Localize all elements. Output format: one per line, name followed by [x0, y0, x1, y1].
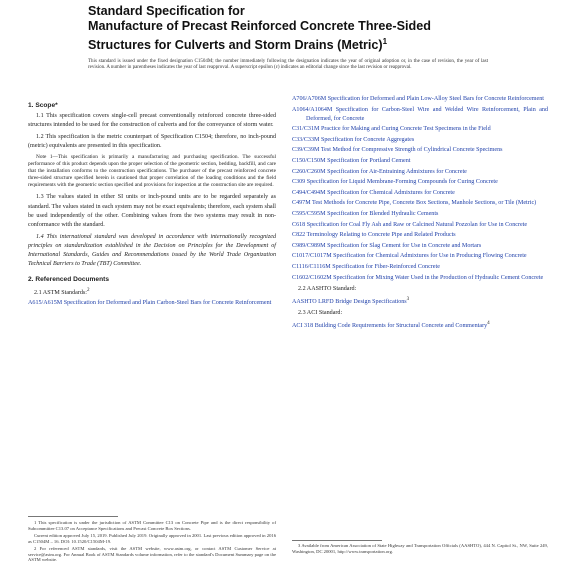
reference-code[interactable]: C31/C31M: [292, 126, 320, 133]
reference-title[interactable]: Specification for Chemical Admixtures for Concrete: [327, 189, 455, 196]
reference-code[interactable]: C822: [292, 232, 306, 239]
paragraph-1-4: 1.4 This international standard was developed in accordance with internationally recognized principles on standardization established in the Decision on Principles for the Development of International Standards, Guides and Recommendations issued by the World Trade Organization Technical Barriers to Trade (TBT) Committee.: [28, 233, 276, 268]
reference-item[interactable]: [28, 299, 276, 308]
reference-item[interactable]: [292, 95, 548, 104]
reference-code[interactable]: C1602/C1602M: [292, 274, 332, 281]
reference-item-aashto[interactable]: AASHTO LRFD Bridge Design Specifications$^3$: [292, 295, 410, 305]
reference-code[interactable]: C309: [292, 179, 306, 186]
reference-item[interactable]: [292, 157, 548, 166]
reference-title[interactable]: Specification for Blended Hydraulic Cements: [327, 211, 439, 218]
subheading-astm: 2.1 ASTM Standards:$^2$: [34, 287, 90, 297]
reference-title[interactable]: Specification for Coal Fly Ash and Raw or Calcined Natural Pozzolan for Use in Concrete: [306, 221, 528, 228]
reference-item[interactable]: [292, 146, 548, 155]
reference-list: [292, 95, 548, 283]
footnote: Current edition approved July 15, 2019. Published July 2019. Originally approved in 2001. Last previous edition approved in 2016 as C1504M – 16. DOI: 10.1520/C1504M-19.: [28, 532, 276, 544]
paragraph-1-3: 1.3 The values stated in either SI units or inch-pound units are to be regarded separately as standard. The values stated in each system may not be exact equivalents; therefore, each system shall be used independently of the other. Combining values from the two systems may result in non-conformance with the standard.: [28, 194, 276, 228]
paragraph-1-2: 1.2 This specification is the metric counterpart of Specification C1504; therefore, no inch-pound (metric) equivalents are presented in this specification.: [28, 134, 276, 150]
reference-item[interactable]: [292, 252, 548, 261]
reference-code[interactable]: C260/C260M: [292, 168, 326, 175]
reference-code[interactable]: C989/C989M: [292, 242, 326, 249]
footnote: 1 This specification is under the jurisdiction of ASTM Committee C13 on Concrete Pipe and is the direct responsibility of Subcommittee C13.07 on Acceptance Specifications and Precast Concrete Box Sections.: [28, 520, 276, 531]
designation-note: This standard is issued under the fixed designation C1504M; the number immediately following the designation indicates the year of original adoption or, in the case of revision, the year of last revision. A number in parentheses indicates the year of last reapproval. A superscript epsilon (ε) indicates an editorial change since the last revision or reapproval.: [88, 59, 488, 71]
reference-code[interactable]: C39/C39M: [292, 147, 320, 154]
reference-item[interactable]: [292, 106, 548, 124]
subheading-aci: 2.3 ACI Standard:: [298, 309, 343, 316]
reference-title[interactable]: Terminology Relating to Concrete Pipe and Related Products: [306, 232, 456, 239]
note-1: Note 1—This specification is primarily a manufacturing and purchasing specification. The successful performance of this product depends upon the proper selection of the geometric section, bedding, backfill, and care that the installation conforms to the construction specifications. The purchaser of the precast reinforced concrete three-sided structure specified herein is cautioned that proper correlation of the loading conditions and the field requirements with the geometric section specified and provisions for inspection at the construction site are required.: [28, 154, 276, 189]
left-column: [28, 95, 276, 310]
reference-item-aci[interactable]: ACI 318 Building Code Requirements for Structural Concrete and Commentary$^4$: [292, 320, 490, 330]
reference-item[interactable]: [292, 221, 548, 230]
subheading-aashto: 2.2 AASHTO Standard:: [298, 285, 357, 292]
title-line-2: Manufacture of Precast Reinforced Concrete Three-Sided: [88, 19, 431, 33]
reference-title[interactable]: Specification for Fiber-Reinforced Concrete: [332, 264, 440, 270]
reference-title[interactable]: Specification for Deformed and Plain Carbon-Steel Bars for Concrete Reinforcement: [63, 300, 272, 307]
title-line-3: Structures for Culverts and Storm Drains (Metric)$^1$: [88, 37, 388, 53]
reference-title[interactable]: Specification for Carbon-Steel Wire and Welded Wire Reinforcement, Plain and Deformed, for Concrete: [306, 106, 548, 122]
reference-code[interactable]: C1116/C1116M: [292, 264, 331, 270]
reference-item[interactable]: [292, 210, 548, 219]
footnote-divider: [28, 516, 118, 517]
reference-code[interactable]: A615/A615M: [28, 300, 63, 307]
reference-item[interactable]: [292, 168, 548, 177]
title-line-1: Standard Specification for: [88, 4, 245, 18]
section-heading-referenced-documents: 2. Referenced Documents: [28, 276, 109, 284]
reference-code[interactable]: A706/A706M: [292, 96, 327, 102]
reference-item[interactable]: [292, 189, 548, 198]
reference-title[interactable]: Test Method for Compressive Strength of Cylindrical Concrete Specimens: [320, 147, 503, 154]
footnote: 2 For referenced ASTM standards, visit the ASTM website, www.astm.org, or contact ASTM Customer Service at service@astm.org. For Annual Book of ASTM Standards volume information, refer to the standard's Document Summary page on the ASTM website.: [28, 545, 276, 563]
reference-code[interactable]: C618: [292, 221, 306, 228]
document-title: [88, 4, 528, 53]
reference-title[interactable]: Specification for Liquid Membrane-Forming Compounds for Curing Concrete: [306, 179, 498, 186]
reference-item[interactable]: [292, 274, 548, 283]
reference-title[interactable]: Practice for Making and Curing Concrete Test Specimens in the Field: [320, 126, 491, 133]
reference-item[interactable]: [292, 242, 548, 251]
reference-code[interactable]: C497M: [292, 200, 311, 207]
reference-code[interactable]: C150/C150M: [292, 158, 326, 165]
reference-title[interactable]: Specification for Deformed and Plain Low-Alloy Steel Bars for Concrete Reinforcement: [327, 96, 544, 102]
reference-title[interactable]: Specification for Chemical Admixtures for Use in Producing Flowing Concrete: [333, 253, 527, 260]
reference-title[interactable]: Specification for Mixing Water Used in the Production of Hydraulic Cement Concrete: [333, 274, 544, 281]
reference-item[interactable]: [292, 136, 548, 145]
reference-code[interactable]: C1017/C1017M: [292, 253, 332, 260]
reference-item[interactable]: [292, 199, 548, 208]
reference-title[interactable]: Specification for Air-Entraining Admixtures for Concrete: [327, 168, 467, 175]
reference-item[interactable]: [292, 231, 548, 240]
title-footnote-mark: 1: [382, 37, 388, 46]
reference-code[interactable]: C595/C595M: [292, 211, 326, 218]
reference-code[interactable]: C494/C494M: [292, 189, 326, 196]
reference-item[interactable]: [292, 178, 548, 187]
reference-title[interactable]: Specification for Slag Cement for Use in Concrete and Mortars: [327, 242, 482, 249]
section-heading-scope: 1. Scope*: [28, 102, 58, 109]
right-column: [292, 95, 548, 333]
reference-title[interactable]: Specification for Portland Cement: [327, 158, 411, 165]
reference-title[interactable]: Specification for Concrete Aggregates: [320, 136, 415, 143]
reference-title[interactable]: Test Methods for Concrete Pipe, Concrete Box Sections, Manhole Sections, or Tile (Metric): [312, 200, 537, 207]
footnotes-right: [292, 543, 548, 556]
paragraph-1-1: 1.1 This specification covers single-cell precast conventionally reinforced concrete three-sided structures intended to be used for the construction of culverts and for the conveyance of storm water.: [28, 113, 276, 129]
reference-code[interactable]: C33/C33M: [292, 136, 320, 143]
reference-item[interactable]: [292, 125, 548, 134]
reference-item[interactable]: [292, 263, 548, 272]
reference-code[interactable]: A1064/A1064M: [292, 106, 333, 113]
footnote: 3 Available from American Association of State Highway and Transportation Officials (AASHTO), 444 N. Capitol St., NW, Suite 249, Washington, DC 20001, http://www.transportation.org.: [292, 543, 548, 554]
footnote-divider: [292, 540, 382, 541]
footnotes-left: [28, 520, 276, 564]
